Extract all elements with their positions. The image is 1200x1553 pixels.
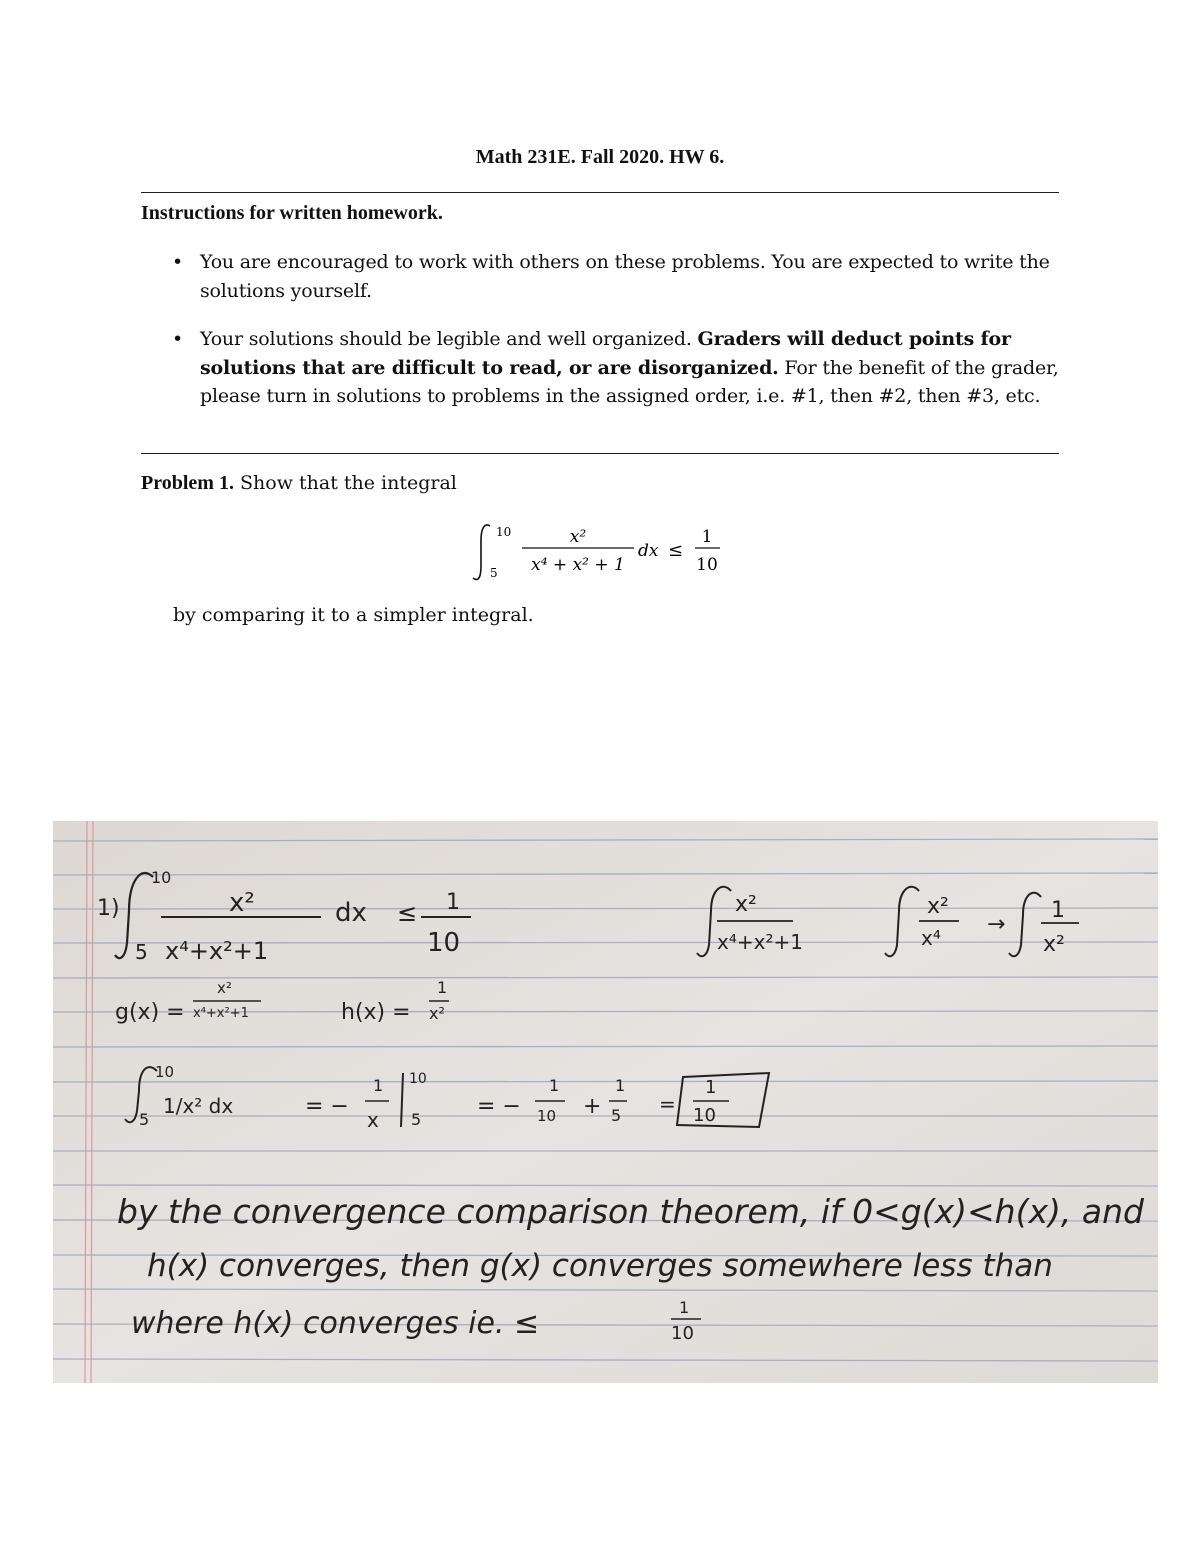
notebook-paper xyxy=(53,821,1158,1383)
bottom-divider xyxy=(141,453,1059,454)
instruction-bullet-2 xyxy=(200,325,1060,411)
instruction-bullet-2-end: For the benefit of the grader, please turn in solutions to problems in the assigned order, i.e. #1, then #2, then #3, etc. xyxy=(200,356,1059,407)
hw-eval1-num: 1 xyxy=(373,1076,384,1095)
hw-dx: dx xyxy=(335,898,367,928)
hw-sentence-2: h(x) converges, then g(x) converges somewhere less than xyxy=(147,1248,1053,1284)
hw-sentence-3-den: 10 xyxy=(671,1323,694,1344)
hw-side3-den: x² xyxy=(1043,932,1065,957)
hw-eval-body: 1/x² dx xyxy=(163,1094,234,1118)
hw-eval2-num: 1 xyxy=(549,1076,560,1095)
hw-denominator: x⁴+x²+1 xyxy=(165,937,269,965)
instruction-bullet-2-bold: Graders will deduct points for solutions that are difficult to read, or are disorganized. xyxy=(200,328,1011,379)
integral-upper-limit: 10 xyxy=(496,525,512,539)
hw-side1-den: x⁴+x²+1 xyxy=(717,930,803,954)
hw-eval2b-den: 5 xyxy=(611,1106,622,1125)
hw-eval1-upper: 10 xyxy=(409,1071,427,1087)
rhs-denominator: 10 xyxy=(696,555,718,575)
hw-integral-lower: 5 xyxy=(135,940,148,964)
hw-eval-upper: 10 xyxy=(155,1063,175,1081)
hw-integral-upper: 10 xyxy=(151,868,172,887)
hw-side2-den: x⁴ xyxy=(921,926,941,950)
problem-1-label: Problem 1. xyxy=(141,472,234,494)
hw-eval-lower: 5 xyxy=(139,1110,150,1129)
problem-1-text: Show that the integral xyxy=(240,472,457,494)
integral-differential: dx xyxy=(638,541,659,561)
hw-sentence-3-num: 1 xyxy=(679,1298,690,1317)
hw-rhs-num: 1 xyxy=(446,890,460,915)
hw-boxed-num: 1 xyxy=(705,1077,717,1098)
hw-eval2-den: 10 xyxy=(537,1107,557,1125)
hw-arrow: → xyxy=(987,912,1006,937)
page-title: Math 231E. Fall 2020. HW 6. xyxy=(475,146,725,168)
problem-1-equation xyxy=(470,520,750,590)
hw-sentence-3: where h(x) converges ie. ≤ xyxy=(131,1306,540,1341)
hw-side2-num: x² xyxy=(927,894,949,919)
hw-h-def: h(x) = xyxy=(341,1000,411,1025)
hw-h-num: 1 xyxy=(437,978,448,997)
integral-sign xyxy=(473,525,490,580)
hw-eval1-den: x xyxy=(367,1108,379,1132)
hw-leq: ≤ xyxy=(397,899,418,927)
instruction-bullet-1 xyxy=(200,248,1060,305)
hw-boxed-eq: = xyxy=(659,1092,676,1116)
hw-sentence-1: by the convergence comparison theorem, if 0<g(x)<h(x), and xyxy=(117,1192,1144,1231)
handwritten-solution-photo xyxy=(53,821,1158,1383)
hw-g-den: x⁴+x²+1 xyxy=(193,1006,249,1021)
hw-g-num: x² xyxy=(217,979,232,997)
hw-problem-number: 1) xyxy=(97,896,120,921)
integral-lower-limit: 5 xyxy=(490,566,498,580)
top-divider xyxy=(141,192,1059,193)
hw-eval2-eq: = − xyxy=(477,1094,521,1119)
integrand-denominator: x⁴ + x² + 1 xyxy=(531,555,625,575)
hw-eval2-plus: + xyxy=(583,1094,602,1119)
rhs-numerator: 1 xyxy=(701,527,713,547)
hw-h-den: x² xyxy=(429,1004,445,1023)
hw-side1-num: x² xyxy=(735,892,757,917)
integrand-numerator: x² xyxy=(569,527,587,547)
hw-rhs-den: 10 xyxy=(427,928,461,958)
hw-boxed-den: 10 xyxy=(693,1105,716,1126)
hw-eval2b-num: 1 xyxy=(615,1076,626,1095)
problem-1-after-text: by comparing it to a simpler integral. xyxy=(173,604,534,626)
inequality-sign: ≤ xyxy=(668,540,684,561)
instruction-bullet-1-text: You are encouraged to work with others on these problems. You are expected to write the solutions yourself. xyxy=(200,251,1050,302)
hw-g-def: g(x) = xyxy=(115,1000,185,1025)
hw-numerator: x² xyxy=(229,888,255,918)
instruction-bullet-2-start: Your solutions should be legible and well organized. xyxy=(200,328,692,350)
hw-eval1-eq: = − xyxy=(305,1094,349,1119)
hw-eval1-lower: 5 xyxy=(411,1110,422,1129)
problem-1-statement xyxy=(141,472,457,495)
instructions-heading: Instructions for written homework. xyxy=(141,202,443,224)
hw-side3-num: 1 xyxy=(1051,898,1065,923)
